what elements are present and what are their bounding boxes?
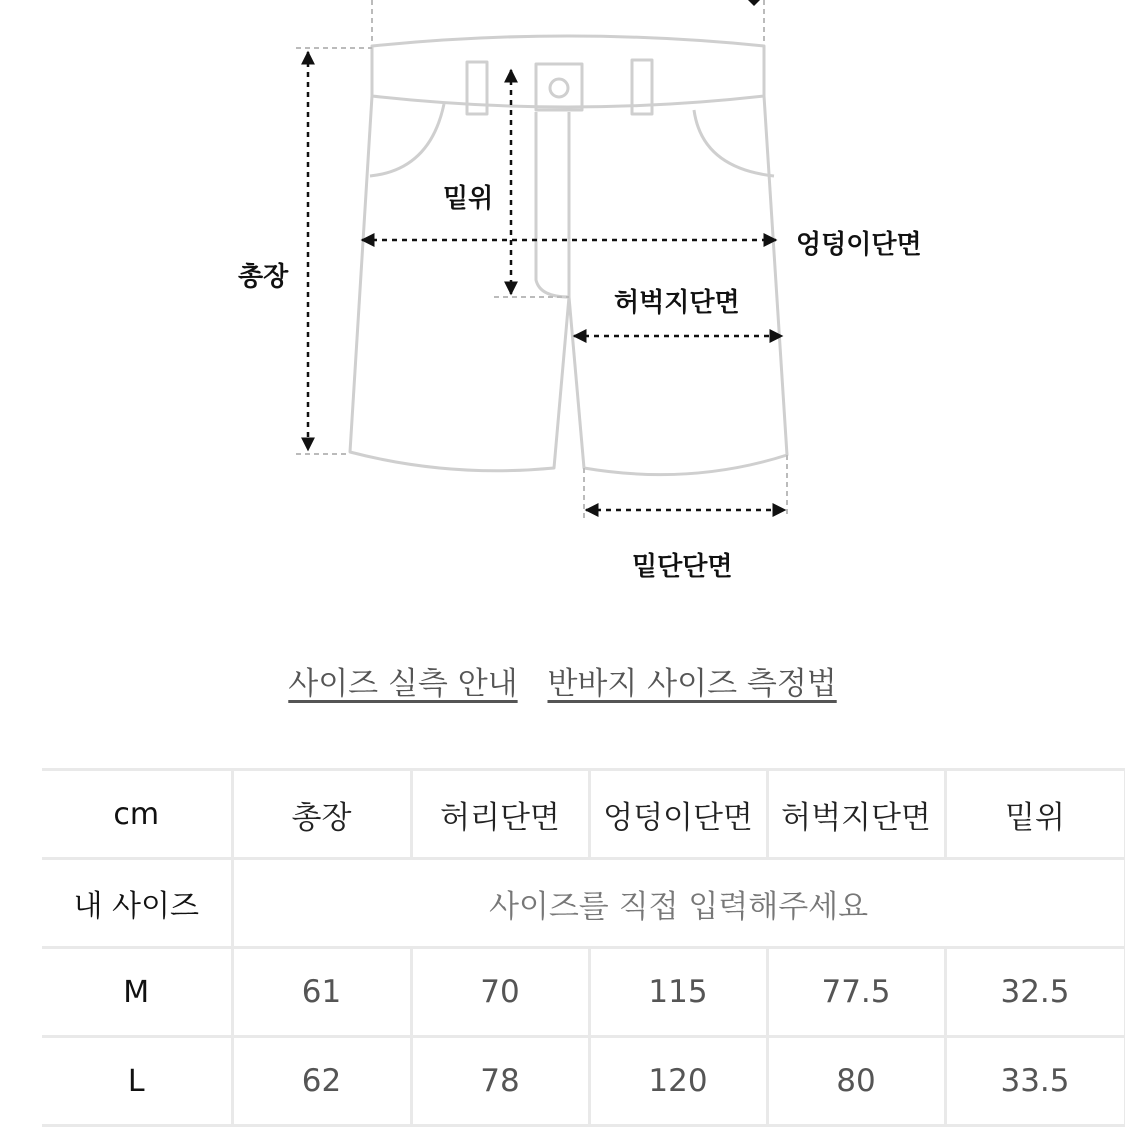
my-size-input-prompt[interactable]: 사이즈를 직접 입력해주세요 xyxy=(232,859,1125,948)
cell-waist: 78 xyxy=(411,1037,589,1126)
cell-thigh: 80 xyxy=(767,1037,945,1126)
cell-thigh: 77.5 xyxy=(767,948,945,1037)
header-rise: 밑위 xyxy=(945,770,1125,859)
table-header-row xyxy=(42,770,1125,859)
measure-method-link[interactable]: 반바지 사이즈 측정법 xyxy=(547,666,837,702)
table-row xyxy=(42,1037,1125,1126)
guide-links xyxy=(0,658,1125,703)
cell-rise: 32.5 xyxy=(945,948,1125,1037)
table-row xyxy=(42,948,1125,1037)
header-unit: cm xyxy=(42,770,232,859)
size-label: M xyxy=(42,948,232,1037)
label-hip: 엉덩이단면 xyxy=(796,230,922,260)
cell-hip: 115 xyxy=(589,948,767,1037)
header-thigh: 허벅지단면 xyxy=(767,770,945,859)
shorts-outline xyxy=(350,36,787,475)
size-table xyxy=(42,768,1125,1127)
size-label: L xyxy=(42,1037,232,1126)
header-waist: 허리단면 xyxy=(411,770,589,859)
cell-rise: 33.5 xyxy=(945,1037,1125,1126)
label-thigh: 허벅지단면 xyxy=(614,288,740,318)
cell-total-length: 62 xyxy=(232,1037,411,1126)
cell-waist: 70 xyxy=(411,948,589,1037)
size-guide-link[interactable]: 사이즈 실측 안내 xyxy=(288,666,518,702)
my-size-label: 내 사이즈 xyxy=(42,859,232,948)
my-size-row xyxy=(42,859,1125,948)
label-rise: 밑위 xyxy=(443,184,494,214)
cell-hip: 120 xyxy=(589,1037,767,1126)
header-hip: 엉덩이단면 xyxy=(589,770,767,859)
cell-total-length: 61 xyxy=(232,948,411,1037)
label-hem: 밑단단면 xyxy=(632,552,733,582)
header-total-length: 총장 xyxy=(232,770,411,859)
label-total-length: 총장 xyxy=(238,262,289,292)
